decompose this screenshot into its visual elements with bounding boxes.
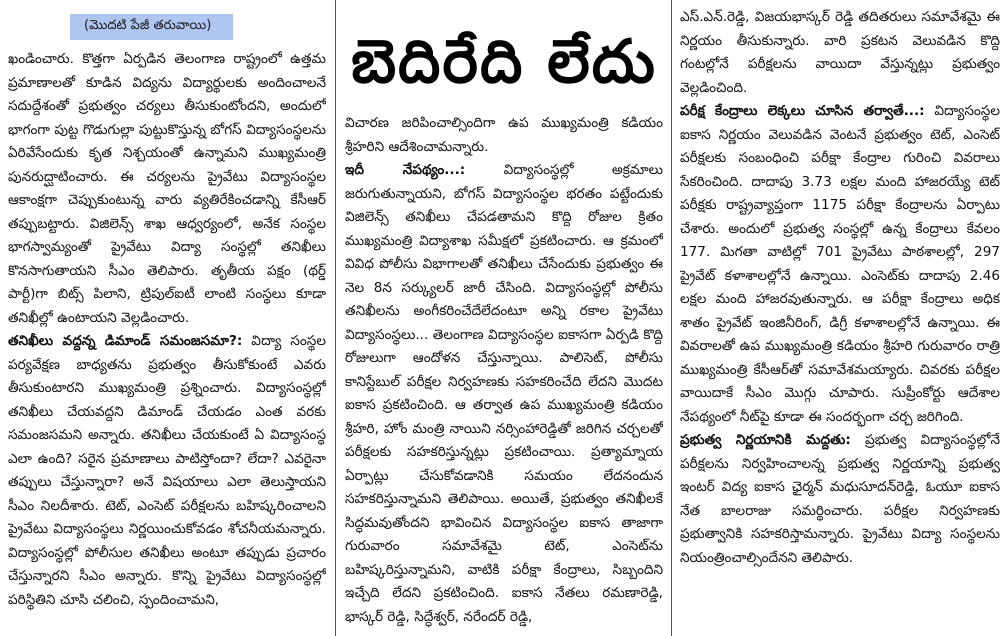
article-paragraph	[680, 100, 1000, 429]
article-paragraph	[680, 429, 1000, 570]
article-paragraph	[345, 159, 663, 629]
article-paragraph	[345, 112, 663, 159]
article-text: విద్యా సంస్థల పర్యవేక్షణ బాధ్యతను ప్రభుత్వం తీసుకోకుంటే ఎవరు తీసుకుంటారని ముఖ్యమంత్రి ప్రశ్నించారు. విద్యాసంస్థల్లో తనిఖీలు చేయవద్దని డిమాండ్ చేయడం ఎంత వరకు సమంజసమని అన్నారు. తనిఖీలు చేయకుంటే ఏ విద్యాసంస్థ ఎలా ఉంది? సరైన ప్రమాణాలు పాటిస్తోందా? లేదా? ఎవరైనా తప్పులు చేస్తున్నారా? అనే విషయాలు ఎలా తెలుస్తాయని సీఎం నిలదీశారు. టెట్, ఎంసెట్ పరీక్షలను బహిష్కరించాలని ప్రైవేటు విద్యాసంస్థలు నిర్ణయించుకోవడం శోచనీయమన్నారు. విద్యాసంస్థల్లో పోలీసుల తనిఖీలు అంటూ తప్పుడు ప్రచారం చేస్తున్నారని సీఎం అన్నారు. కొన్ని ప్రైవేటు విద్యాసంస్థల్లో పరిస్థితిని చూసి చలించి, స్పందించామని,	[8, 333, 326, 608]
continued-from-front-page-label: (మొదటి పేజీ తరువాయి)	[70, 14, 233, 40]
article-text: విద్యాసంస్థల్లో అక్రమాలు జరుగుతున్నాయని, బోగస్ విద్యాసంస్థల భరతం పట్టేందుకు విజిలెన్స్ తనిఖీలు చేపడతామని కొద్ది రోజుల క్రితం ముఖ్యమంత్రి విద్యాశాఖ సమీక్షలో ప్రకటించారు. ఆ క్రమంలో వివిధ పోలీసు విభాగాలతో తనిఖీలు చేసేందుకు ప్రభుత్వం ఈ నెల 8న సర్క్యులర్ జారీ చేసింది. విద్యాసంస్థల్లో పోలీసు తనిఖీలను అంగీకరించేదేలేదంటూ అన్ని రకాల ప్రైవేటు విద్యాసంస్థలు... తెలంగాణ విద్యాసంస్థల ఐకాసగా ఏర్పడి కొద్ది రోజులుగా ఆందోళన చేస్తున్నాయి. పాలిసెట్, పోలీసు కానిస్టేబుల్ పరీక్షల నిర్వహణకు సహకరించేది లేదని మొదట ఐకాస ప్రకటించింది. ఆ తర్వాత ఉప ముఖ్యమంత్రి కడియం శ్రీహరి, హోం మంత్రి నాయిని నర్సింహారెడ్డితో జరిగిన చర్చలతో పరీక్షలకు సహకరిస్తున్నట్లు ప్రకటించాయి. ప్రత్యామ్నాయ ఏర్పాట్లు చేసుకోవడానికి సమయం లేదనందున సహకరిస్తున్నామని తెలిపాయి. అయితే, ప్రభుత్వం తనిఖీలకే సిద్ధమవుతోందని భావించిన విద్యాసంస్థల ఐకాస తాజాగా గురువారం సమావేశమై టెట్, ఎంసెట్‌ను బహిష్కరిస్తున్నామని, వాటికి పరీక్షా కేంద్రాలు, సిబ్బందిని ఇచ్చేది లేదని ప్రకటించింది. ఐకాస నేతలు రమణారెడ్డి, భాస్కర్ రెడ్డి, సిద్ధేశ్వర్, నరేందర్ రెడ్డి,	[345, 162, 663, 625]
article-column-3	[680, 0, 1000, 570]
article-paragraph	[8, 330, 326, 612]
paragraph-subheading: ఇదీ నేపథ్యం...:	[345, 162, 466, 178]
article-headline: బెదిరేది లేదు	[351, 27, 657, 97]
article-column-2	[345, 0, 663, 629]
paragraph-subheading: ప్రభుత్వ నిర్ణయానికి మద్దతు:	[680, 432, 851, 448]
article-text: ఎస్.ఎన్.రెడ్డి, విజయభాస్కర్ రెడ్డి తదితరులు సమావేశమై ఈ నిర్ణయం తీసుకున్నారు. వారి ప్రకటన వెలువడిన కొద్ది గంటల్లోనే పరీక్షలను వాయిదా వేస్తున్నట్లు ప్రభుత్వం వెల్లడించింది.	[680, 9, 1000, 96]
article-paragraph	[8, 48, 326, 330]
paragraph-subheading: తనిఖీలు వద్దన్న డిమాండ్ సమంజసమా?:	[8, 333, 243, 349]
article-paragraph	[680, 6, 1000, 100]
article-text: ప్రభుత్వ విద్యాసంస్థల్లోనే పరీక్షలను నిర్వహించాలన్న ప్రభుత్వ నిర్ణయాన్ని ప్రభుత్వ ఇంటర్ విద్య ఐకాస ఛైర్మన్ మధుసూదన్‌రెడ్డి, ఓయూ ఐకాస నేత బాలరాజు సమర్థించారు. పరీక్షల నిర్వహణకు ప్రభుత్వానికి సహకరిస్తామన్నారు. ప్రైవేటు విద్యా సంస్థలను నియంత్రించాల్సిందేనని తెలిపారు.	[680, 432, 1000, 566]
column-rule-right	[671, 0, 672, 636]
article-text: ఖండించారు. కొత్తగా ఏర్పడిన తెలంగాణ రాష్ట్రంలో ఉత్తమ ప్రమాణాలతో కూడిన విద్యను విద్యార్థులకు అందించాలనే సదుద్దేశంతో ప్రభుత్వం చర్యలు తీసుకుంటోందని, అందులో భాగంగా పుట్ట గొడుగుల్లా పుట్టుకొస్తున్న బోగస్ విద్యాసంస్థలను ఏరివేసేందుకు కృత నిశ్చయంతో ఉన్నామని ముఖ్యమంత్రి పునరుద్ఘాటించారు. ఈ చర్యలను ప్రైవేటు విద్యాసంస్థల ఆకాంక్షగా చెప్పుకుంటున్న వారు వ్యతిరేకించడాన్ని కేసీఆర్ తప్పుబట్టారు. విజిలెన్స్ శాఖ ఆధ్వర్యంలో, అనేక సంస్థల భాగస్వామ్యంతో ప్రైవేటు విద్యా సంస్థల్లో తనిఖీలు కొనసాగుతాయని సీఎం తెలిపారు. తృతీయ పక్షం (థర్డ్ పార్టీ)గా బిట్స్ పిలాని, ట్రిపుల్ఐటీ లాంటి సంస్థలు కూడా తనిఖీల్లో ఉంటాయని వెల్లడించారు.	[8, 51, 326, 326]
column-rule-left	[335, 0, 336, 636]
paragraph-subheading: పరీక్ష కేంద్రాలు లెక్కలు చూసిన తర్వాతే...:	[680, 103, 925, 119]
article-text: విద్యాసంస్థల ఐకాస నిర్ణయం వెలువడిన వెంటనే ప్రభుత్వం టెట్, ఎంసెట్ పరీక్షలకు సంబంధించి పరీక్షా కేంద్రాల గురించి వివరాలు సేకరించింది. దాదాపు 3.73 లక్షల మంది హాజరయ్యే టెట్ పరీక్షకు రాష్ట్రవ్యాప్తంగా 1175 పరీక్షా కేంద్రాలను ఏర్పాటు చేశారు. అందులో ప్రభుత్వ సంస్థల్లో ఉన్న కేంద్రాలు కేవలం 177. మిగతా వాటిల్లో 701 ప్రైవేటు పాఠశాలల్లో, 297 ప్రైవేట్ కళాశాలల్లోనే ఉన్నాయి. ఎంసెట్‌కు దాదాపు 2.46 లక్షల మంది హాజరవుతున్నారు. ఆ పరీక్షా కేంద్రాలు అధిక శాతం ప్రైవేట్ ఇంజినీరింగ్, డిగ్రీ కళాశాలల్లోనే ఉన్నాయి. ఈ వివరాలతో ఉప ముఖ్యమంత్రి కడియం శ్రీహరి గురువారం రాత్రి ముఖ్యమంత్రి కేసీఆర్‌తో సమావేశమయ్యారు. చివరకు పరీక్షల వాయిదాకే సీఎం మొగ్గు చూపారు. సుప్రీంకోర్టు ఆదేశాల నేపథ్యంలో నీట్‌పై కూడా ఈ సందర్భంగా చర్చ జరిగింది.	[680, 103, 1000, 425]
article-text: విచారణ జరిపించాల్సిందిగా ఉప ముఖ్యమంత్రి కడియం శ్రీహరిని ఆదేశించామన్నారు.	[345, 115, 663, 155]
article-column-1	[8, 0, 326, 612]
